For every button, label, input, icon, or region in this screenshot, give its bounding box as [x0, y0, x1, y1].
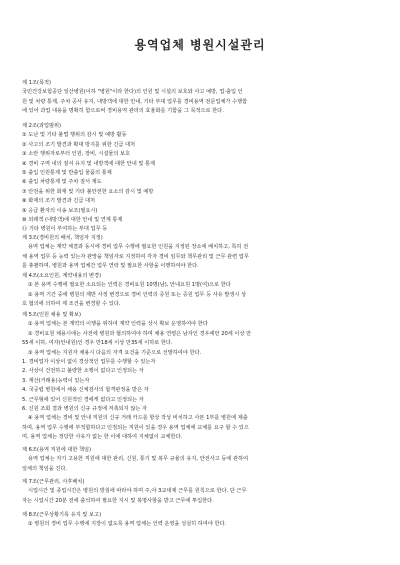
article-6: [22, 446, 378, 474]
paragraph-line: 체 용역 업무 등 능력 있는자 관망을 책임자로 지정하여 각자 경비 임무와 책무관리 및 근무 관련 업무: [22, 253, 249, 260]
article-heading: 제 8조(근무상황기록 유지 및 보고): [22, 512, 102, 518]
paragraph-line: 용역 업체는 자기 고용한 직원에 대한 관리, 신원, 통기 및 복무 규율의 유지, 안전사고 등에 관하여: [28, 456, 249, 463]
list-item: ③ 소란 행위자로부터 인원, 장비, 시설물의 보호: [22, 151, 131, 158]
list-item: ⑨ 응급 환자의 이송 보조(필요시): [22, 207, 98, 214]
list-item: ② 용역 기간 중에 병원의 제반 사정 변경으로 경비 인력의 증원 또는 증원 업무 등 사유 발생시 상: [28, 291, 247, 298]
list-item: 2. 사상이 건전하고 불량한 소행이 없다고 인정되는 자: [22, 368, 144, 375]
paragraph-line: 를 총괄하며, 병원과 용역 업체간 업무 연락 및 필요한 사항을 이행하여야 한다.: [22, 263, 199, 270]
paragraph-line: 에 있어 과업 내용을 명확히 함으로써 경비용역 관리의 효율화를 기함을 그 목적으로 한다.: [22, 108, 224, 115]
list-item: 1. 경비업자 이상이 없이 경상적인 업무를 수행할 수 있는자: [22, 359, 156, 366]
article-3: [22, 234, 378, 272]
list-item: ④ 용역 업체는 경비 및 안내 직원의 신규 거래 카드를 항상 작성 비치하고 사본 1부를 병원에 제출: [28, 415, 248, 422]
list-item: ① 도난 및 기타 불법 행위의 감시 및 예방 활동: [22, 132, 127, 139]
list-item: ① 본 용역 수행에 필요한 소요되는 인력은 경비요원 10명(남), 안내요원 1명(여)으로 한다: [28, 282, 231, 289]
list-item: 며, 용역 업체는 정당한 사유가 없는 한 이에 대하여 지체없이 교체한다.: [22, 434, 183, 441]
article-heading: 제 1조(목적): [22, 80, 52, 86]
list-item: ① 용역 업체는 본 계약의 이행을 위하여 계약 인력을 상시 확보 운영하여야 한다: [28, 321, 208, 328]
list-item: ② 사고의 조기 발견과 확대 방지를 위한 긴급 대처: [22, 141, 136, 148]
list-item: 6. 신원 조회 결과 병원의 신규 규정에 저촉되지 않는 자: [22, 406, 148, 413]
paragraph-line: 시업시간 및 종업시간은 병원의 방침에 따라야 하며 주,야 3교대제 근무를 원칙으로 한다. 단 근무: [28, 488, 247, 495]
list-item: ⑪ 기타 병원이 부여하는 부대 업무 등: [22, 226, 108, 233]
paragraph-line: 국민건강보험공단 일산병원(이하 "병원"이라 한다)의 인원 및 시설의 보호와 사고 예방, 업·출입 인: [22, 89, 243, 96]
article-5: [22, 311, 378, 443]
article-7: [22, 478, 378, 506]
list-item: 5. 근무형에 있어 신원적인 경에게 없다고 인정되는 자: [22, 396, 144, 403]
article-heading: 제 7조(근무관리, 사후배치): [22, 479, 85, 485]
article-8: [22, 511, 378, 530]
paragraph-line: 원 및 차량 통제, 주차 공사 유지, 내방객에 대한 안내, 기타 부대 업무를 경비용역 전문업체가 수행함: [22, 98, 248, 105]
paragraph-line: 용역 업체는 계약 체결과 동시에 경비 업무 수행에 필요한 인원을 지정된 장소에 배치하고, 특히 전: [28, 244, 249, 251]
list-item: ⑧ 화재의 조기 발견과 긴급 대처: [22, 198, 96, 205]
list-item: 하며, 용역 업무 수행에 부적합하다고 인정되는 직원이 있을 경우 용역 업체에 교체를 요구 할 수 있으: [22, 424, 249, 431]
article-heading: 제 2조(과업범위): [22, 123, 62, 129]
list-item: 호 협의에 의하여 제 조건을 변경할 수 있다.: [22, 301, 121, 308]
article-heading: 제 5조(인원 채용 및 확보): [22, 312, 82, 318]
list-item: 3. 계산(거래용)능력이 있는자: [22, 377, 90, 384]
list-item: ⑥ 출입 차량통제 및 주차 질서 계도: [22, 179, 102, 186]
article-heading: 제 6조(용역 직원에 대한 책임): [22, 447, 92, 453]
article-heading: 제 4조(소요인원, 계약내용의 변경): [22, 273, 102, 279]
article-heading: 제 3조(경비원의 배치, 책임자 지정): [22, 235, 103, 241]
list-item: ② 경비요원 채용시에는 사전에 병원과 협의하여야 하며 채용 연령은 남자인 경우에만 20세 이상 만: [28, 330, 252, 337]
article-4: [22, 272, 378, 310]
list-item: ⑦ 안전을 위한 화재 및 기타 불안전한 요소의 감시 및 예방: [22, 188, 154, 195]
document-title: 용역업체 병원시설관리: [134, 38, 266, 52]
article-2: [22, 122, 378, 235]
list-item: ⑤ 출입 인원통제 및 반출입 물품의 통제: [22, 170, 112, 177]
list-item: ③ 용역 업체는 지원자 채용시 다음의 자격 요건을 기준으로 선발하여야 한다.: [28, 349, 202, 356]
list-item: 55세 이하, 여자(안내원)인 경우 만18세 이상 만35세 이하로 한다.: [22, 340, 173, 347]
paragraph-line: 일체의 책임을 진다.: [22, 465, 68, 472]
list-item: 4. 국공립 병원에서 채용 신체검사의 합격판정을 받은 자: [22, 387, 149, 394]
paragraph-line: ① 병원의 경비 업무 수행에 지장이 없도록 용역 업체는 인력 운영을 성실히 하여야 한다.: [28, 521, 227, 528]
list-item: ④ 경비 구역 내의 질서 유지 및 내방객에 대한 안내 및 통제: [22, 160, 156, 167]
paragraph-line: 자는 시업시간 20분 전에 출석하여 필요한 지시 및 복명사항을 받고 근무에 투입한다.: [22, 497, 214, 504]
list-item: ⑩ 외래객 (내방객)에 대한 안내 및 연계 통제: [22, 217, 123, 224]
article-1: [22, 79, 378, 117]
